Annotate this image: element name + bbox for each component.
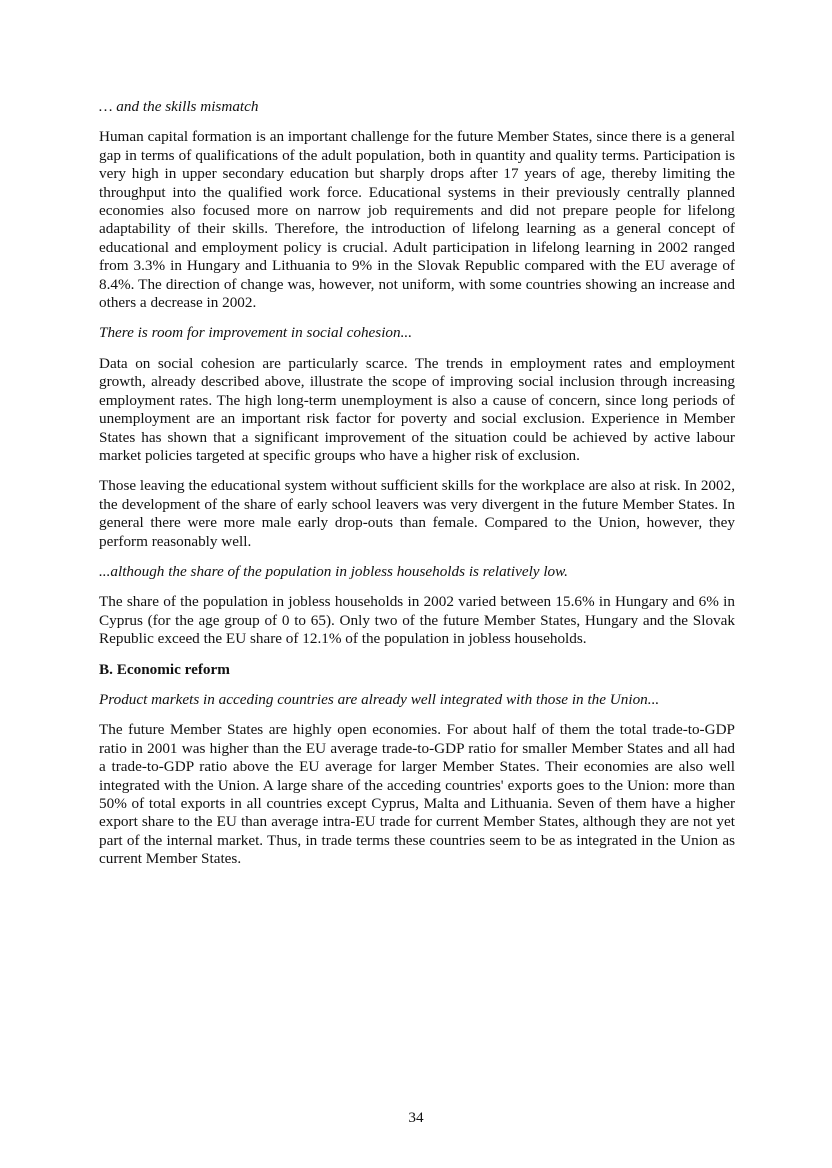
paragraph-jobless-households: The share of the population in jobless households in 2002 varied between 15.6% in Hungary and 6% in Cyprus (for the age group of 0 to 65). Only two of the future Member States, Hungary and the Slovak Republic exceed the EU share of 12.1% of the population in jobless households. bbox=[99, 593, 735, 648]
subheading-social-cohesion: There is room for improvement in social cohesion... bbox=[99, 324, 412, 342]
paragraph-human-capital: Human capital formation is an important challenge for the future Member States, since there is a general gap in terms of qualifications of the adult population, both in quantity and quality terms. Participation is very high in upper secondary education but sharply drops after 17 years of age, thereby limiting the throughput into the qualified work force. Educational systems in their previously centrally planned economies also focused more on narrow job requirements and did not prepare people for lifelong adaptability of their skills. Therefore, the introduction of lifelong learning as a general concept of educational and employment policy is crucial. Adult participation in lifelong learning in 2002 ranged from 3.3% in Hungary and Lithuania to 9% in the Slovak Republic compared with the EU average of 8.4%. The direction of change was, however, not uniform, with some countries showing an increase and others a decrease in 2002. bbox=[99, 128, 735, 312]
paragraph-early-school-leavers: Those leaving the educational system without sufficient skills for the workplace are also at risk. In 2002, the development of the share of early school leavers was very divergent in the future Member States. In general there were more male early drop-outs than female. Compared to the Union, however, they perform reasonably well. bbox=[99, 477, 735, 550]
subheading-product-markets: Product markets in acceding countries are already well integrated with those in the Union... bbox=[99, 690, 660, 708]
subheading-jobless-households: ...although the share of the population in jobless households is relatively low. bbox=[99, 562, 568, 580]
section-title-economic-reform: B. Economic reform bbox=[99, 660, 230, 678]
page-number: 34 bbox=[408, 1109, 424, 1126]
document-page bbox=[99, 98, 735, 869]
subheading-skills-mismatch: … and the skills mismatch bbox=[99, 98, 259, 115]
paragraph-social-cohesion-data: Data on social cohesion are particularly scarce. The trends in employment rates and employment growth, already described above, illustrate the scope of improving social inclusion through increasing employment rates. The high long-term unemployment is also a cause of concern, since long periods of unemployment are an important risk factor for poverty and social exclusion. Experience in Member States has shown that a significant improvement of the situation could be achieved by active labour market policies targeted at specific groups who have a higher risk of exclusion. bbox=[99, 354, 735, 464]
paragraph-open-economies: The future Member States are highly open economies. For about half of them the total trade-to-GDP ratio in 2001 was higher than the EU average trade-to-GDP ratio for smaller Member States and all had a trade-to-GDP ratio above the EU average for larger Member States. Their economies are also well integrated with the Union. A large share of the acceding countries' exports goes to the Union: more than 50% of total exports in all countries except Cyprus, Malta and Lithuania. Seven of them have a higher export share to the EU than average intra-EU trade for current Member States, although they are not yet part of the internal market. Thus, in trade terms these countries seem to be as integrated in the Union as current Member States. bbox=[99, 721, 735, 868]
